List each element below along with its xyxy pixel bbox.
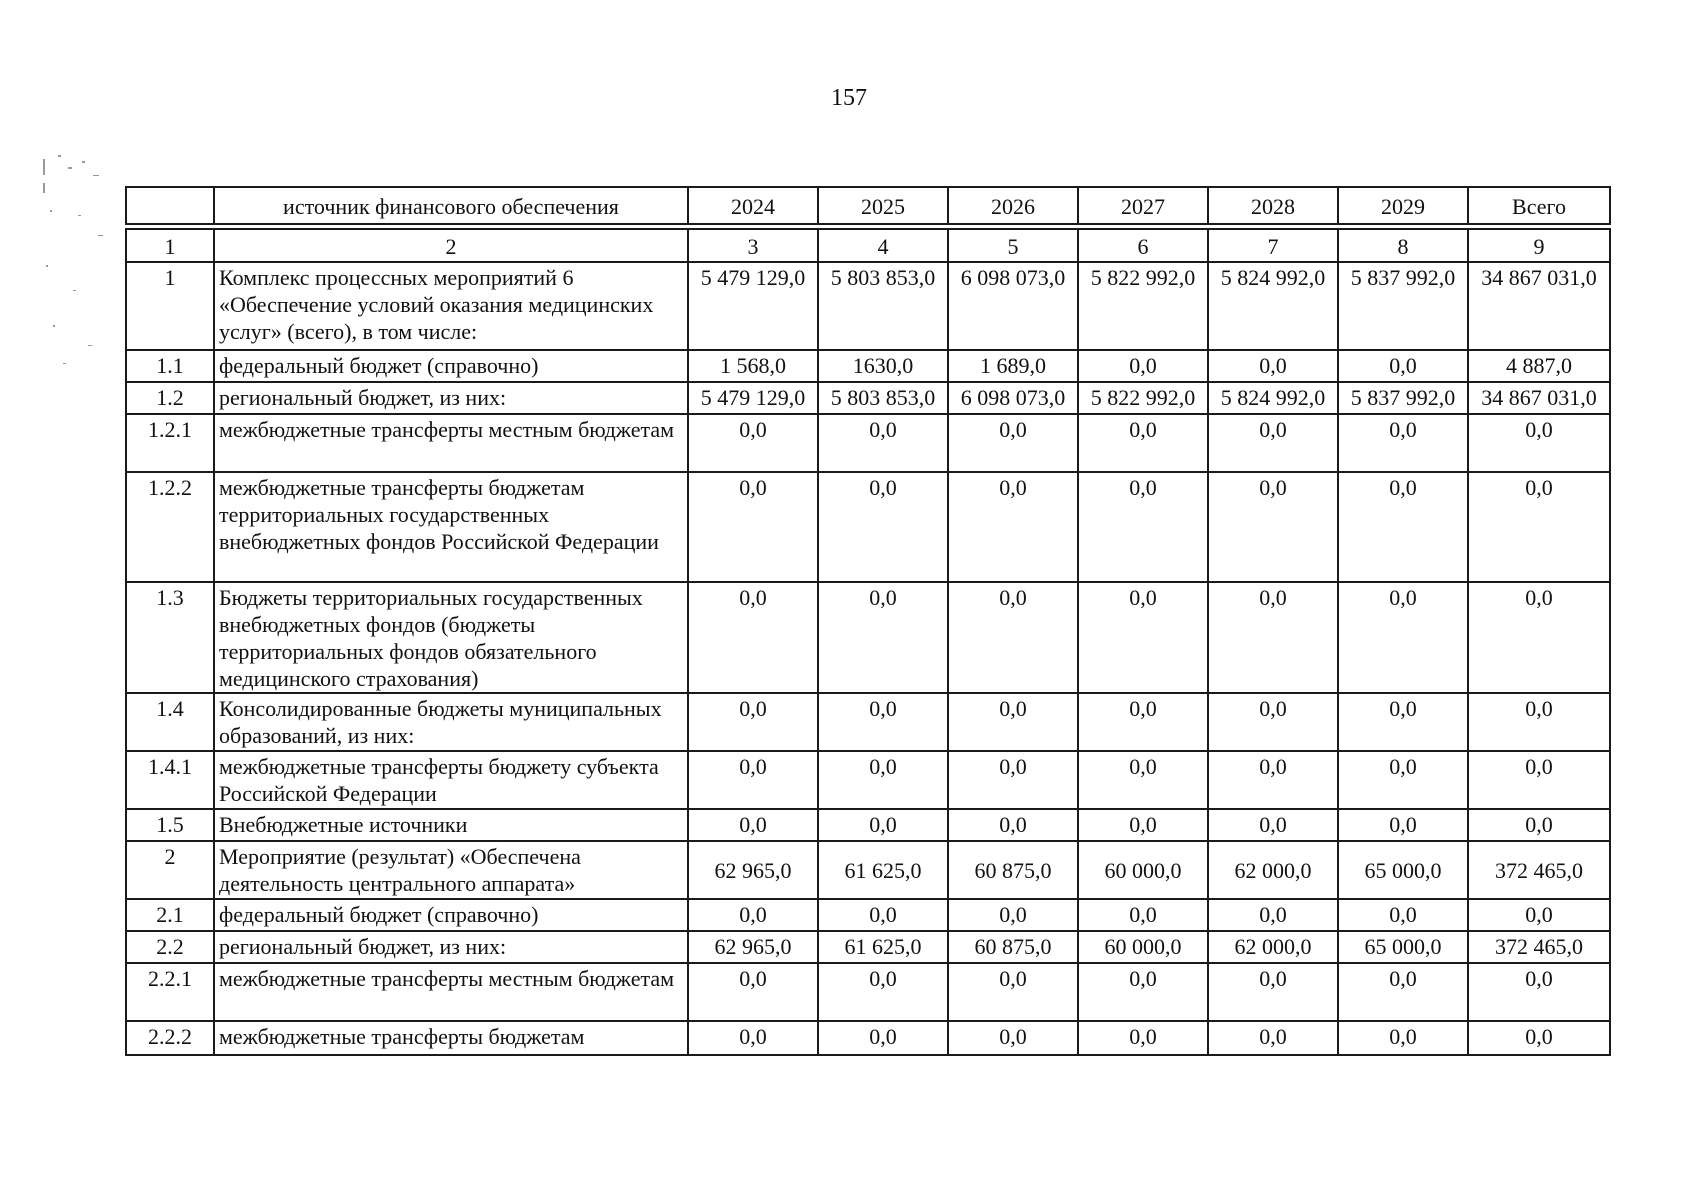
column-number: 1 (126, 229, 214, 262)
row-value: 372 465,0 (1468, 841, 1610, 899)
row-value: 60 000,0 (1078, 841, 1208, 899)
row-name: межбюджетные трансферты местным бюджетам (214, 414, 688, 472)
column-header: источник финансового обеспечения (214, 187, 688, 224)
row-value: 0,0 (818, 693, 948, 751)
row-value: 62 000,0 (1208, 931, 1338, 963)
row-number: 1.2.2 (126, 472, 214, 582)
row-value: 0,0 (688, 472, 818, 582)
row-value: 62 965,0 (688, 931, 818, 963)
row-name: региональный бюджет, из них: (214, 382, 688, 414)
row-value: 5 479 129,0 (688, 262, 818, 350)
row-value: 0,0 (1338, 693, 1468, 751)
row-value: 0,0 (948, 751, 1078, 809)
row-value: 0,0 (948, 693, 1078, 751)
row-value: 5 824 992,0 (1208, 262, 1338, 350)
row-number: 1.2 (126, 382, 214, 414)
row-value: 1 568,0 (688, 350, 818, 382)
row-value: 5 837 992,0 (1338, 262, 1468, 350)
row-value: 0,0 (948, 1021, 1078, 1055)
row-value: 0,0 (818, 899, 948, 931)
row-value: 0,0 (1078, 963, 1208, 1021)
row-value: 0,0 (1468, 963, 1610, 1021)
column-number: 9 (1468, 229, 1610, 262)
row-value: 0,0 (1078, 1021, 1208, 1055)
row-value: 0,0 (1078, 693, 1208, 751)
column-header: 2027 (1078, 187, 1208, 224)
row-value: 5 803 853,0 (818, 382, 948, 414)
row-value: 0,0 (818, 1021, 948, 1055)
row-value: 0,0 (1078, 809, 1208, 841)
row-value: 0,0 (1338, 414, 1468, 472)
table-row (126, 841, 1610, 899)
column-header: 2026 (948, 187, 1078, 224)
row-value: 62 965,0 (688, 841, 818, 899)
table-row (126, 414, 1610, 472)
row-value: 0,0 (1468, 809, 1610, 841)
row-value: 34 867 031,0 (1468, 382, 1610, 414)
row-value: 61 625,0 (818, 931, 948, 963)
row-value: 0,0 (688, 809, 818, 841)
row-number: 1 (126, 262, 214, 350)
row-value: 5 822 992,0 (1078, 262, 1208, 350)
row-number: 1.1 (126, 350, 214, 382)
row-value: 0,0 (1468, 693, 1610, 751)
table-row (126, 350, 1610, 382)
row-value: 5 803 853,0 (818, 262, 948, 350)
row-value: 0,0 (1468, 582, 1610, 693)
row-value: 0,0 (948, 414, 1078, 472)
row-name: федеральный бюджет (справочно) (214, 899, 688, 931)
row-value: 0,0 (818, 751, 948, 809)
table-row (126, 382, 1610, 414)
row-value: 0,0 (1338, 582, 1468, 693)
column-number: 7 (1208, 229, 1338, 262)
row-value: 0,0 (818, 963, 948, 1021)
row-value: 60 000,0 (1078, 931, 1208, 963)
column-header: Всего (1468, 187, 1610, 224)
row-number: 1.3 (126, 582, 214, 693)
table-row (126, 809, 1610, 841)
row-value: 5 479 129,0 (688, 382, 818, 414)
row-value: 0,0 (1208, 963, 1338, 1021)
row-number: 1.5 (126, 809, 214, 841)
row-value: 0,0 (1208, 899, 1338, 931)
row-value: 0,0 (1208, 1021, 1338, 1055)
row-number: 2.2 (126, 931, 214, 963)
column-number: 6 (1078, 229, 1208, 262)
row-value: 0,0 (1338, 751, 1468, 809)
row-value: 0,0 (688, 1021, 818, 1055)
table-row (126, 751, 1610, 809)
row-value: 60 875,0 (948, 841, 1078, 899)
page-number: 157 (831, 85, 867, 111)
row-value: 0,0 (1078, 414, 1208, 472)
row-value: 0,0 (818, 809, 948, 841)
row-value: 0,0 (1208, 809, 1338, 841)
row-value: 0,0 (1078, 751, 1208, 809)
financing-table (125, 186, 1611, 1056)
row-value: 5 824 992,0 (1208, 382, 1338, 414)
row-value: 61 625,0 (818, 841, 948, 899)
column-number: 8 (1338, 229, 1468, 262)
row-name: межбюджетные трансферты бюджетам территориальных государственных внебюджетных фондов Российской Федерации (214, 472, 688, 582)
row-value: 0,0 (1338, 899, 1468, 931)
column-number: 3 (688, 229, 818, 262)
row-name: Бюджеты территориальных государственных внебюджетных фондов (бюджеты территориальных фондов обязательного медицинского страхования) (214, 582, 688, 693)
table-row (126, 931, 1610, 963)
row-value: 0,0 (1208, 582, 1338, 693)
row-value: 62 000,0 (1208, 841, 1338, 899)
row-value: 0,0 (1468, 472, 1610, 582)
column-header: 2028 (1208, 187, 1338, 224)
row-number: 2.2.1 (126, 963, 214, 1021)
row-value: 65 000,0 (1338, 931, 1468, 963)
row-value: 1630,0 (818, 350, 948, 382)
row-value: 0,0 (688, 751, 818, 809)
row-value: 0,0 (948, 582, 1078, 693)
row-value: 0,0 (1338, 1021, 1468, 1055)
row-value: 0,0 (948, 963, 1078, 1021)
row-value: 0,0 (1078, 899, 1208, 931)
row-value: 0,0 (1078, 350, 1208, 382)
row-name: Мероприятие (результат) «Обеспечена деятельность центрального аппарата» (214, 841, 688, 899)
row-value: 65 000,0 (1338, 841, 1468, 899)
column-header: 2025 (818, 187, 948, 224)
row-number: 1.4.1 (126, 751, 214, 809)
row-value: 0,0 (1338, 963, 1468, 1021)
row-value: 4 887,0 (1468, 350, 1610, 382)
row-value: 0,0 (1208, 472, 1338, 582)
row-name: региональный бюджет, из них: (214, 931, 688, 963)
column-number: 5 (948, 229, 1078, 262)
row-name: Внебюджетные источники (214, 809, 688, 841)
row-value: 0,0 (1208, 350, 1338, 382)
scan-artifact (38, 155, 118, 370)
table-row (126, 262, 1610, 350)
row-value: 6 098 073,0 (948, 382, 1078, 414)
row-value: 5 837 992,0 (1338, 382, 1468, 414)
row-value: 0,0 (1208, 693, 1338, 751)
table-row (126, 472, 1610, 582)
row-value: 0,0 (948, 809, 1078, 841)
row-value: 0,0 (948, 899, 1078, 931)
table-row (126, 693, 1610, 751)
row-name: межбюджетные трансферты бюджету субъекта Российской Федерации (214, 751, 688, 809)
row-number: 2.1 (126, 899, 214, 931)
row-value: 0,0 (1208, 751, 1338, 809)
row-value: 0,0 (688, 582, 818, 693)
row-number: 2.2.2 (126, 1021, 214, 1055)
column-header (126, 187, 214, 224)
column-number: 4 (818, 229, 948, 262)
row-name: Консолидированные бюджеты муниципальных образований, из них: (214, 693, 688, 751)
table-row (126, 899, 1610, 931)
row-value: 0,0 (818, 472, 948, 582)
row-value: 6 098 073,0 (948, 262, 1078, 350)
row-number: 1.4 (126, 693, 214, 751)
row-name: федеральный бюджет (справочно) (214, 350, 688, 382)
row-value: 1 689,0 (948, 350, 1078, 382)
row-value: 34 867 031,0 (1468, 262, 1610, 350)
row-value: 372 465,0 (1468, 931, 1610, 963)
row-value: 0,0 (1338, 350, 1468, 382)
row-value: 0,0 (1078, 472, 1208, 582)
row-value: 5 822 992,0 (1078, 382, 1208, 414)
row-value: 0,0 (688, 693, 818, 751)
table-row (126, 582, 1610, 693)
row-value: 0,0 (1338, 809, 1468, 841)
row-value: 0,0 (1208, 414, 1338, 472)
row-value: 0,0 (818, 582, 948, 693)
table-row (126, 963, 1610, 1021)
table-row (126, 1021, 1610, 1055)
row-name: межбюджетные трансферты бюджетам (214, 1021, 688, 1055)
row-value: 60 875,0 (948, 931, 1078, 963)
row-value: 0,0 (1338, 472, 1468, 582)
row-number: 1.2.1 (126, 414, 214, 472)
column-number-row (126, 229, 1610, 262)
row-value: 0,0 (1468, 1021, 1610, 1055)
row-value: 0,0 (1468, 414, 1610, 472)
row-name: Комплекс процессных мероприятий 6 «Обеспечение условий оказания медицинских услуг» (всего), в том числе: (214, 262, 688, 350)
row-value: 0,0 (948, 472, 1078, 582)
column-header: 2029 (1338, 187, 1468, 224)
row-value: 0,0 (1078, 582, 1208, 693)
row-value: 0,0 (688, 899, 818, 931)
row-number: 2 (126, 841, 214, 899)
row-value: 0,0 (1468, 899, 1610, 931)
column-header: 2024 (688, 187, 818, 224)
row-name: межбюджетные трансферты местным бюджетам (214, 963, 688, 1021)
row-value: 0,0 (688, 963, 818, 1021)
column-number: 2 (214, 229, 688, 262)
row-value: 0,0 (818, 414, 948, 472)
row-value: 0,0 (688, 414, 818, 472)
table-header-row (126, 187, 1610, 224)
row-value: 0,0 (1468, 751, 1610, 809)
